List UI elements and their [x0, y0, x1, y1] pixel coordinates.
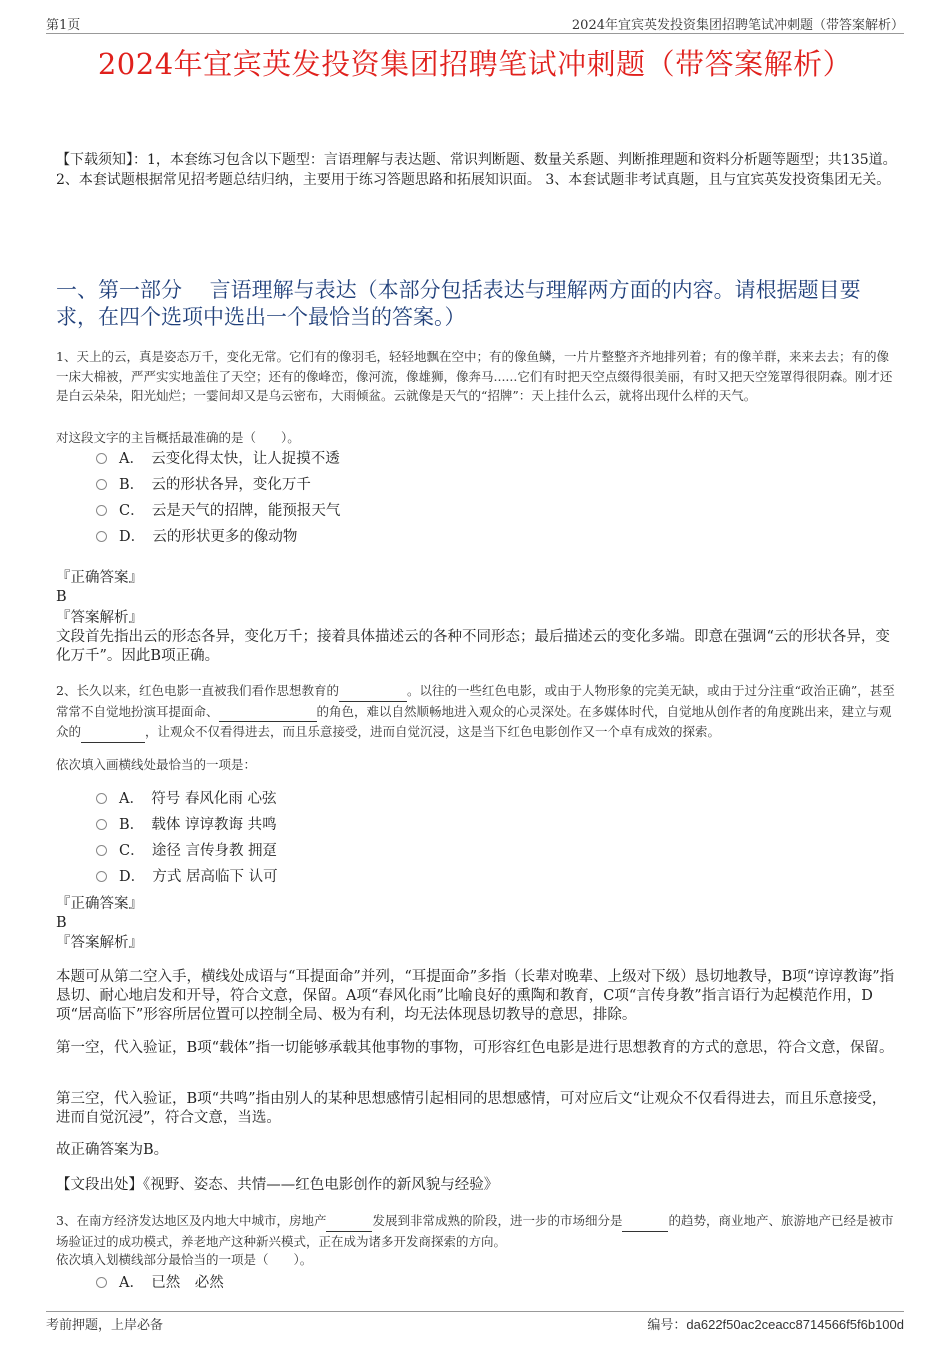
question-2-option-b[interactable]: B． 载体 谆谆教诲 共鸣	[96, 815, 277, 835]
radio-icon[interactable]	[96, 819, 107, 830]
section-heading: 一、第一部分 言语理解与表达（本部分包括表达与理解两方面的内容。请根据题目要求，在四个选项中选出一个最恰当的答案。）	[56, 278, 861, 329]
question-1-analysis-label: 『答案解析』	[56, 610, 143, 626]
question-3-prompt: 依次填入划横线部分最恰当的一项是（ ）。	[56, 1252, 313, 1267]
question-1-option-d[interactable]: D． 云的形状更多的像动物	[96, 527, 297, 547]
question-2-analysis-p3: 第三空，代入验证，B项“共鸣”指由别人的某种思想感情引起相同的思想感情，可对应后文“让观众不仅看得进去，而且乐意接受，进而自觉沉浸”，符合文意，当选。	[56, 1091, 887, 1126]
fill-blank	[81, 722, 145, 743]
footer-code: 编号：da622f50ac2ceacc8714566f5f6b100d	[647, 1317, 904, 1333]
question-1-answer-label: 『正确答案』	[56, 570, 143, 586]
fill-blank	[219, 702, 317, 723]
question-1-option-b[interactable]: B． 云的形状各异，变化万千	[96, 475, 311, 495]
radio-icon[interactable]	[96, 793, 107, 804]
question-2-source: 【文段出处】《视野、姿态、共情——红色电影创作的新风貌与经验》	[56, 1177, 499, 1193]
question-2-answer-label: 『正确答案』	[56, 896, 143, 912]
question-2-analysis-p1: 本题可从第二空入手，横线处成语与“耳提面命”并列，“耳提面命”多指（长辈对晚辈、上级对下级）恳切地教导，B项“谆谆教诲”指恳切、耐心地启发和开导，符合文意，保留。A项“春风化雨”比喻良好的熏陶和教育，C项“言传身教”指言语行为起模范作用，D项“居高临下”形容所居位置可以控制全局、极为有利，均无法体现恳切教导的意思，排除。	[56, 969, 895, 1023]
fill-blank	[339, 681, 407, 702]
footer-divider	[46, 1311, 904, 1312]
question-2-option-a[interactable]: A． 符号 春风化雨 心弦	[96, 789, 276, 809]
question-2-analysis-p2: 第一空，代入验证，B项“载体”指一切能够承载其他事物的事物，可形容红色电影是进行思想教育的方式的意思，符合文意，保留。	[56, 1040, 894, 1056]
question-1-option-c[interactable]: C． 云是天气的招牌，能预报天气	[96, 501, 340, 521]
radio-icon[interactable]	[96, 845, 107, 856]
question-1-analysis: 文段首先指出云的形态各异，变化万千；接着具体描述云的各种不同形态；最后描述云的变化多端。即意在强调“云的形状各异，变化万千”。因此B项正确。	[56, 629, 890, 664]
question-2-analysis-p4: 故正确答案为B。	[56, 1142, 169, 1158]
radio-icon[interactable]	[96, 505, 107, 516]
footer-slogan: 考前押题，上岸必备	[46, 1318, 164, 1333]
radio-icon[interactable]	[96, 1277, 107, 1288]
page-title: 2024年宜宾英发投资集团招聘笔试冲刺题（带答案解析）	[97, 47, 853, 81]
fill-blank	[326, 1211, 372, 1232]
page-number: 第1页	[46, 18, 81, 33]
download-notice: 【下载须知】：1，本套练习包含以下题型：言语理解与表达题、常识判断题、数量关系题、判断推理题和资料分析题等题型；共135道。 2、本套试题根据常见招考题总结归纳，主要用于练习答题思路和拓展知识面。 3、本套试题非考试真题，且与宜宾英发投资集团无关。	[56, 152, 897, 188]
radio-icon[interactable]	[96, 531, 107, 542]
page-header	[46, 12, 904, 32]
radio-icon[interactable]	[96, 453, 107, 464]
question-3-stem: 3、在南方经济发达地区及内地大中城市，房地产 发展到非常成熟的阶段，进一步的市场细分是 的趋势，商业地产、旅游地产已经是被市场验证过的成功模式，养老地产这种新兴模式，正在成为诸多开发商探索的方向。	[56, 1213, 894, 1249]
radio-icon[interactable]	[96, 479, 107, 490]
question-1-prompt: 对这段文字的主旨概括最准确的是（ ）。	[56, 430, 300, 445]
question-1-option-a[interactable]: A． 云变化得太快，让人捉摸不透	[96, 449, 340, 469]
question-2-prompt: 依次填入画横线处最恰当的一项是：	[56, 757, 257, 772]
question-1-answer: B	[56, 589, 67, 605]
question-2-answer: B	[56, 915, 67, 931]
radio-icon[interactable]	[96, 871, 107, 882]
header-divider	[46, 33, 904, 34]
question-2-analysis-label: 『答案解析』	[56, 935, 143, 951]
question-1-stem: 1、天上的云，真是姿态万千，变化无常。它们有的像羽毛，轻轻地飘在空中；有的像鱼鳞，一片片整整齐齐地排列着；有的像羊群，来来去去；有的像一床大棉被，严严实实地盖住了天空；还有的像峰峦，像河流，像雄狮，像奔马......它们有时把天空点缀得很美丽，有时又把天空笼罩得很阴森。刚才还是白云朵朵，阳光灿烂；一霎间却又是乌云密布，大雨倾盆。云就像是天气的“招牌”：天上挂什么云，就将出现什么样的天气。	[56, 349, 893, 403]
question-2-stem: 2、长久以来，红色电影一直被我们看作思想教育的 。以往的一些红色电影，或由于人物形象的完美无缺，或由于过分注重“政治正确”，甚至常常不自觉地扮演耳提面命、 的角色，难以自然顺畅地进入观众的心灵深处。在多媒体时代，自觉地从创作者的角度跳出来，建立与观众的 ，让观众不仅看得进去，而且乐意接受，进而自觉沉浸，这是当下红色电影创作又一个卓有成效的探索。	[56, 681, 898, 743]
fill-blank	[622, 1211, 668, 1232]
question-3-option-a[interactable]: A． 已然 必然	[96, 1273, 224, 1293]
header-doc-title: 2024年宜宾英发投资集团招聘笔试冲刺题（带答案解析）	[571, 18, 904, 33]
question-2-option-d[interactable]: D． 方式 居高临下 认可	[96, 867, 278, 887]
question-2-option-c[interactable]: C． 途径 言传身教 拥趸	[96, 841, 277, 861]
